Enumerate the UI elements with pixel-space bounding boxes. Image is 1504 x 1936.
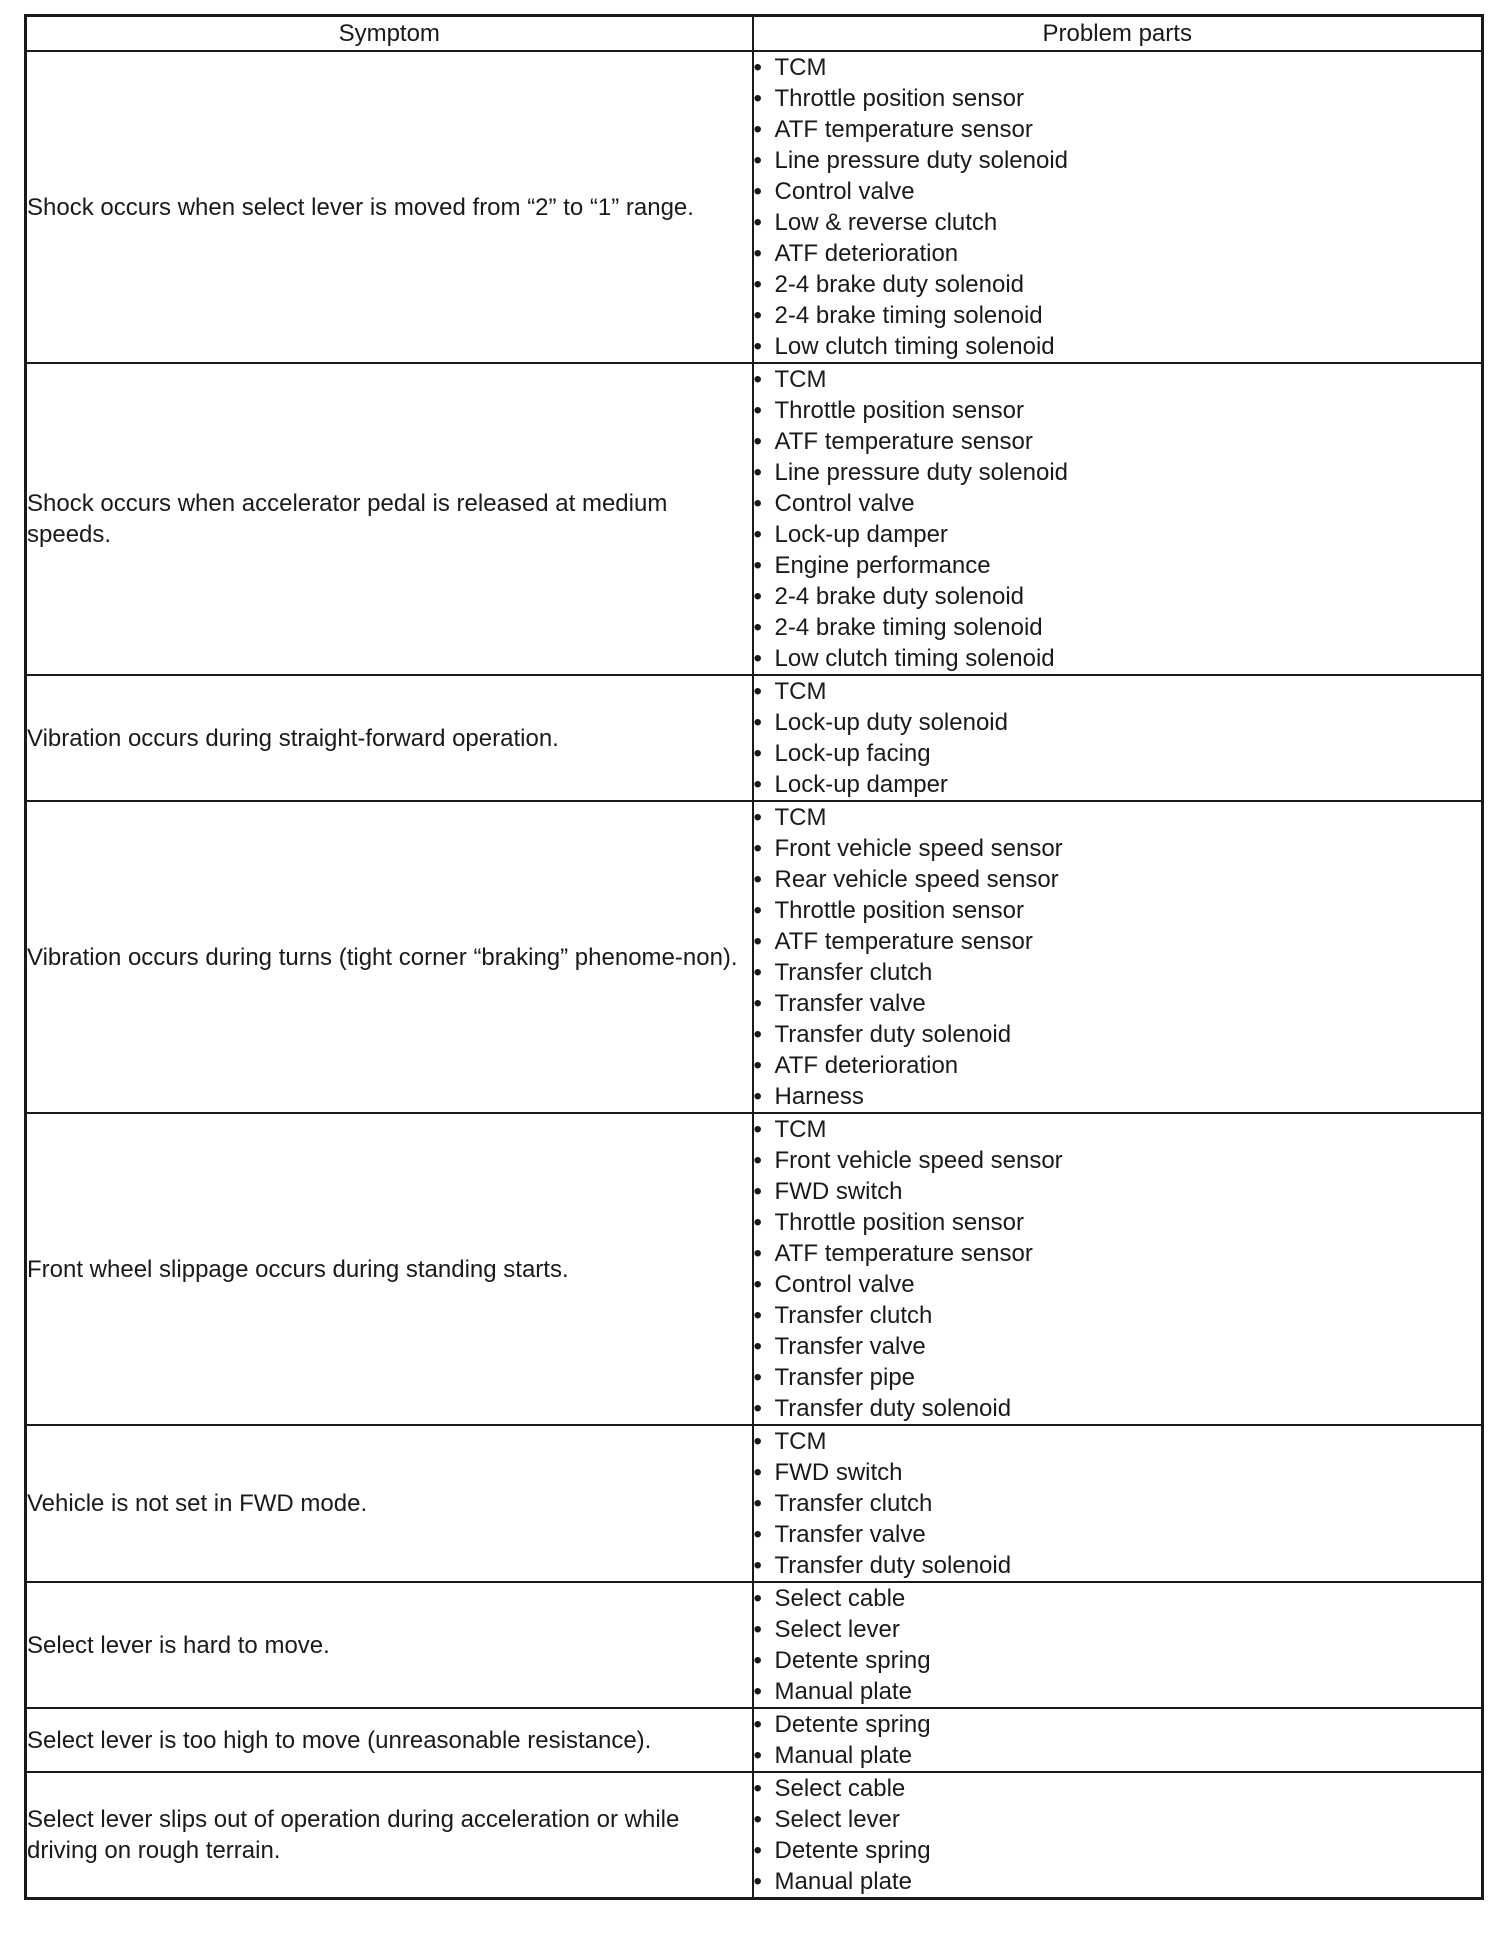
part-label: Detente spring <box>774 1837 931 1864</box>
bullet-icon: • <box>753 1616 762 1643</box>
part-label: Detente spring <box>774 1647 931 1674</box>
bullet-icon: • <box>753 1868 762 1895</box>
part-label: Low & reverse clutch <box>774 209 998 236</box>
part-label: ATF temperature sensor <box>774 428 1033 455</box>
bullet-icon: • <box>753 1837 762 1864</box>
bullet-icon: • <box>753 209 762 236</box>
bullet-icon: • <box>753 804 762 831</box>
list-item <box>754 769 1482 800</box>
list-item <box>754 550 1482 581</box>
list-item <box>754 612 1482 643</box>
symptom-cell: Select lever is too high to move (unreasonable resistance). <box>26 1708 753 1772</box>
list-item <box>754 1393 1482 1424</box>
part-label: Select lever <box>774 1806 900 1833</box>
list-item <box>754 364 1482 395</box>
bullet-icon: • <box>753 1742 762 1769</box>
bullet-icon: • <box>753 1209 762 1236</box>
part-label: Front vehicle speed sensor <box>774 835 1063 862</box>
part-label: TCM <box>774 804 827 831</box>
list-item <box>754 238 1482 269</box>
list-item <box>754 457 1482 488</box>
symptom-cell: Select lever is hard to move. <box>26 1582 753 1708</box>
list-item <box>754 395 1482 426</box>
bullet-icon: • <box>753 178 762 205</box>
part-label: Low clutch timing solenoid <box>774 333 1055 360</box>
part-label: Transfer clutch <box>774 959 933 986</box>
bullet-icon: • <box>753 1647 762 1674</box>
parts-list <box>754 1426 1482 1581</box>
bullet-icon: • <box>753 1521 762 1548</box>
bullet-icon: • <box>753 835 762 862</box>
list-item <box>754 1114 1482 1145</box>
list-item <box>754 1362 1482 1393</box>
bullet-icon: • <box>753 552 762 579</box>
part-label: TCM <box>774 54 827 81</box>
part-label: Line pressure duty solenoid <box>774 147 1069 174</box>
list-item <box>754 1709 1482 1740</box>
part-label: Transfer duty solenoid <box>774 1552 1012 1579</box>
bullet-icon: • <box>753 645 762 672</box>
bullet-icon: • <box>753 1178 762 1205</box>
bullet-icon: • <box>753 1806 762 1833</box>
parts-list <box>754 52 1482 362</box>
list-item <box>754 1457 1482 1488</box>
list-item <box>754 802 1482 833</box>
parts-list <box>754 1114 1482 1424</box>
list-item <box>754 1081 1482 1112</box>
bullet-icon: • <box>753 333 762 360</box>
list-item <box>754 1238 1482 1269</box>
part-label: Manual plate <box>774 1678 912 1705</box>
part-label: 2-4 brake duty solenoid <box>774 271 1024 298</box>
list-item <box>754 176 1482 207</box>
symptom-cell: Vibration occurs during straight-forward operation. <box>26 675 753 801</box>
bullet-icon: • <box>753 928 762 955</box>
part-label: TCM <box>774 366 827 393</box>
part-label: ATF deterioration <box>774 1052 959 1079</box>
list-item <box>754 300 1482 331</box>
list-item <box>754 114 1482 145</box>
part-label: Control valve <box>774 1271 915 1298</box>
list-item <box>754 738 1482 769</box>
table-header-row <box>26 16 1483 52</box>
bullet-icon: • <box>753 678 762 705</box>
bullet-icon: • <box>753 1585 762 1612</box>
problem-parts-cell <box>753 1425 1483 1582</box>
bullet-icon: • <box>753 397 762 424</box>
list-item <box>754 1207 1482 1238</box>
bullet-icon: • <box>753 54 762 81</box>
part-label: Select cable <box>774 1585 906 1612</box>
part-label: Transfer clutch <box>774 1302 933 1329</box>
bullet-icon: • <box>753 1711 762 1738</box>
bullet-icon: • <box>753 583 762 610</box>
part-label: 2-4 brake timing solenoid <box>774 614 1043 641</box>
list-item <box>754 581 1482 612</box>
bullet-icon: • <box>753 366 762 393</box>
symptom-cell: Shock occurs when accelerator pedal is released at medium speeds. <box>26 363 753 675</box>
list-item <box>754 988 1482 1019</box>
part-label: Lock-up damper <box>774 521 948 548</box>
bullet-icon: • <box>753 990 762 1017</box>
header-symptom: Symptom <box>26 16 753 52</box>
parts-list <box>754 802 1482 1112</box>
table-row <box>26 675 1483 801</box>
part-label: Select cable <box>774 1775 906 1802</box>
list-item <box>754 1488 1482 1519</box>
list-item <box>754 926 1482 957</box>
part-label: ATF deterioration <box>774 240 959 267</box>
bullet-icon: • <box>753 271 762 298</box>
part-label: Harness <box>774 1083 864 1110</box>
list-item <box>754 1804 1482 1835</box>
table-row <box>26 51 1483 363</box>
list-item <box>754 269 1482 300</box>
list-item <box>754 83 1482 114</box>
list-item <box>754 1145 1482 1176</box>
list-item <box>754 52 1482 83</box>
bullet-icon: • <box>753 1021 762 1048</box>
table-row <box>26 1582 1483 1708</box>
part-label: Transfer clutch <box>774 1490 933 1517</box>
part-label: Throttle position sensor <box>774 897 1024 924</box>
symptom-table <box>24 14 1484 1900</box>
part-label: Throttle position sensor <box>774 1209 1024 1236</box>
bullet-icon: • <box>753 1428 762 1455</box>
list-item <box>754 1740 1482 1771</box>
problem-parts-cell <box>753 363 1483 675</box>
list-item <box>754 426 1482 457</box>
part-label: TCM <box>774 1428 827 1455</box>
bullet-icon: • <box>753 1395 762 1422</box>
problem-parts-cell <box>753 1708 1483 1772</box>
bullet-icon: • <box>753 1052 762 1079</box>
bullet-icon: • <box>753 1240 762 1267</box>
part-label: Detente spring <box>774 1711 931 1738</box>
bullet-icon: • <box>753 866 762 893</box>
bullet-icon: • <box>753 614 762 641</box>
bullet-icon: • <box>753 709 762 736</box>
part-label: Lock-up facing <box>774 740 931 767</box>
problem-parts-cell <box>753 1113 1483 1425</box>
bullet-icon: • <box>753 240 762 267</box>
list-item <box>754 643 1482 674</box>
list-item <box>754 1866 1482 1897</box>
part-label: Transfer duty solenoid <box>774 1021 1012 1048</box>
table-row <box>26 1113 1483 1425</box>
symptom-cell: Shock occurs when select lever is moved from “2” to “1” range. <box>26 51 753 363</box>
bullet-icon: • <box>753 1490 762 1517</box>
table-row <box>26 1708 1483 1772</box>
bullet-icon: • <box>753 147 762 174</box>
bullet-icon: • <box>753 302 762 329</box>
list-item <box>754 145 1482 176</box>
list-item <box>754 488 1482 519</box>
list-item <box>754 707 1482 738</box>
list-item <box>754 1583 1482 1614</box>
symptom-cell: Vibration occurs during turns (tight corner “braking” phenome-non). <box>26 801 753 1113</box>
list-item <box>754 331 1482 362</box>
list-item <box>754 1176 1482 1207</box>
bullet-icon: • <box>753 1678 762 1705</box>
bullet-icon: • <box>753 1116 762 1143</box>
parts-list <box>754 364 1482 674</box>
bullet-icon: • <box>753 1552 762 1579</box>
part-label: Control valve <box>774 178 915 205</box>
list-item <box>754 895 1482 926</box>
part-label: ATF temperature sensor <box>774 928 1033 955</box>
part-label: Throttle position sensor <box>774 397 1024 424</box>
part-label: Select lever <box>774 1616 900 1643</box>
list-item <box>754 1773 1482 1804</box>
symptom-cell: Front wheel slippage occurs during standing starts. <box>26 1113 753 1425</box>
list-item <box>754 1050 1482 1081</box>
part-label: TCM <box>774 1116 827 1143</box>
bullet-icon: • <box>753 1147 762 1174</box>
bullet-icon: • <box>753 1775 762 1802</box>
table-body <box>26 51 1483 1899</box>
list-item <box>754 676 1482 707</box>
table-row <box>26 801 1483 1113</box>
bullet-icon: • <box>753 428 762 455</box>
bullet-icon: • <box>753 897 762 924</box>
part-label: ATF temperature sensor <box>774 116 1033 143</box>
part-label: Front vehicle speed sensor <box>774 1147 1063 1174</box>
list-item <box>754 1019 1482 1050</box>
table-row <box>26 1425 1483 1582</box>
table-row <box>26 363 1483 675</box>
problem-parts-cell <box>753 675 1483 801</box>
list-item <box>754 1645 1482 1676</box>
part-label: FWD switch <box>774 1178 903 1205</box>
part-label: Transfer valve <box>774 1333 926 1360</box>
list-item <box>754 1614 1482 1645</box>
parts-list <box>754 1583 1482 1707</box>
bullet-icon: • <box>753 1364 762 1391</box>
bullet-icon: • <box>753 1271 762 1298</box>
bullet-icon: • <box>753 521 762 548</box>
part-label: 2-4 brake duty solenoid <box>774 583 1024 610</box>
part-label: Throttle position sensor <box>774 85 1024 112</box>
part-label: Lock-up duty solenoid <box>774 709 1008 736</box>
symptom-cell: Vehicle is not set in FWD mode. <box>26 1425 753 1582</box>
list-item <box>754 519 1482 550</box>
list-item <box>754 864 1482 895</box>
problem-parts-cell <box>753 801 1483 1113</box>
part-label: Manual plate <box>774 1868 912 1895</box>
bullet-icon: • <box>753 1302 762 1329</box>
list-item <box>754 1835 1482 1866</box>
part-label: ATF temperature sensor <box>774 1240 1033 1267</box>
part-label: Transfer valve <box>774 1521 926 1548</box>
problem-parts-cell <box>753 51 1483 363</box>
part-label: Engine performance <box>774 552 991 579</box>
list-item <box>754 957 1482 988</box>
part-label: Control valve <box>774 490 915 517</box>
part-label: FWD switch <box>774 1459 903 1486</box>
bullet-icon: • <box>753 1333 762 1360</box>
bullet-icon: • <box>753 740 762 767</box>
part-label: Rear vehicle speed sensor <box>774 866 1059 893</box>
bullet-icon: • <box>753 85 762 112</box>
header-problem-parts: Problem parts <box>753 16 1483 52</box>
bullet-icon: • <box>753 1459 762 1486</box>
bullet-icon: • <box>753 490 762 517</box>
symptom-cell: Select lever slips out of operation during acceleration or while driving on rough terrain. <box>26 1772 753 1899</box>
part-label: 2-4 brake timing solenoid <box>774 302 1043 329</box>
bullet-icon: • <box>753 116 762 143</box>
parts-list <box>754 1773 1482 1897</box>
problem-parts-cell <box>753 1772 1483 1899</box>
list-item <box>754 1519 1482 1550</box>
part-label: Transfer valve <box>774 990 926 1017</box>
part-label: Transfer duty solenoid <box>774 1395 1012 1422</box>
list-item <box>754 1426 1482 1457</box>
list-item <box>754 207 1482 238</box>
part-label: Line pressure duty solenoid <box>774 459 1069 486</box>
list-item <box>754 833 1482 864</box>
table-row <box>26 1772 1483 1899</box>
part-label: Manual plate <box>774 1742 912 1769</box>
list-item <box>754 1676 1482 1707</box>
bullet-icon: • <box>753 771 762 798</box>
list-item <box>754 1300 1482 1331</box>
part-label: TCM <box>774 678 827 705</box>
bullet-icon: • <box>753 1083 762 1110</box>
parts-list <box>754 1709 1482 1771</box>
bullet-icon: • <box>753 959 762 986</box>
parts-list <box>754 676 1482 800</box>
part-label: Transfer pipe <box>774 1364 916 1391</box>
part-label: Lock-up damper <box>774 771 948 798</box>
list-item <box>754 1331 1482 1362</box>
list-item <box>754 1269 1482 1300</box>
part-label: Low clutch timing solenoid <box>774 645 1055 672</box>
list-item <box>754 1550 1482 1581</box>
problem-parts-cell <box>753 1582 1483 1708</box>
bullet-icon: • <box>753 459 762 486</box>
